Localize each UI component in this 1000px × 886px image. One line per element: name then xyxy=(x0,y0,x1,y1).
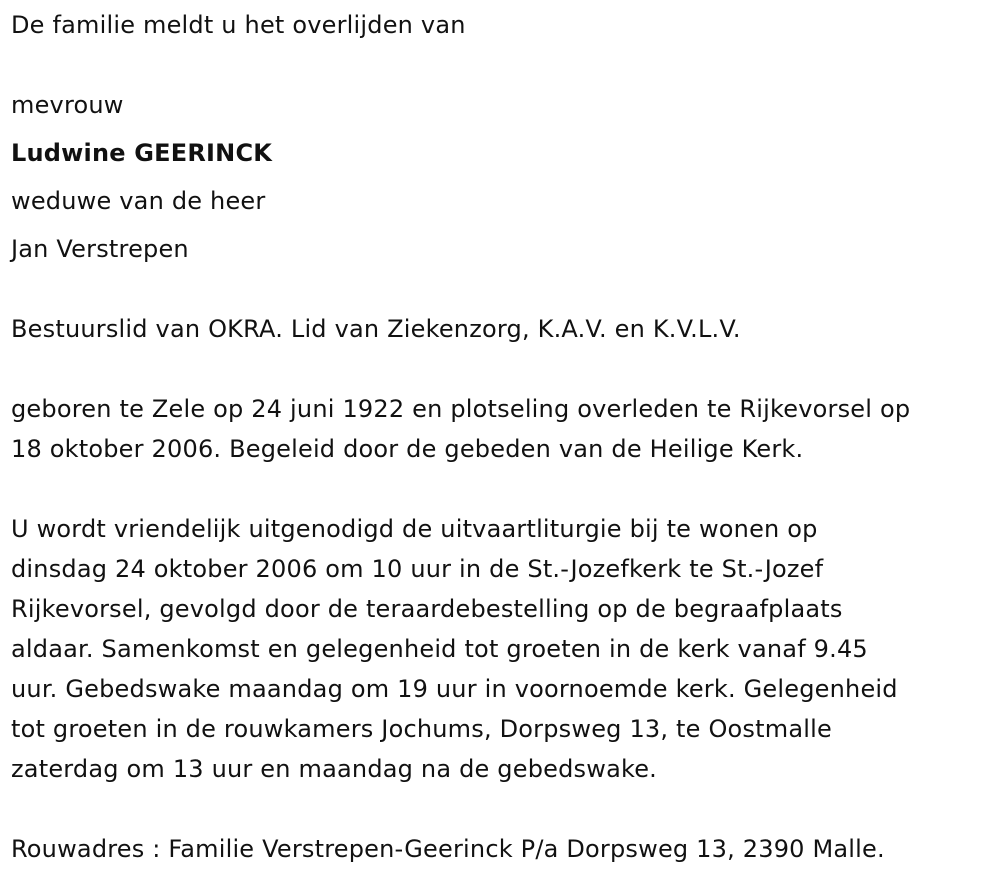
paragraph-line: dinsdag 24 oktober 2006 om 10 uur in de St.-Jozefkerk te St.-Jozef xyxy=(11,555,824,583)
title-prefix: mevrouw xyxy=(11,91,124,119)
paragraph-line: aldaar. Samenkomst en gelegenheid tot groeten in de kerk vanaf 9.45 xyxy=(11,635,868,663)
ceremony-paragraph xyxy=(11,509,898,789)
paragraph-line: tot groeten in de rouwkamers Jochums, Dorpsweg 13, te Oostmalle xyxy=(11,715,832,743)
widow-of-text: weduwe van de heer xyxy=(11,187,266,215)
paragraph-line: Rijkevorsel, gevolgd door de teraardebestelling op de begraafplaats xyxy=(11,595,843,623)
paragraph-line: zaterdag om 13 uur en maandag na de gebedswake. xyxy=(11,755,658,783)
deceased-name: Ludwine GEERINCK xyxy=(11,139,273,167)
paragraph-line: 18 oktober 2006. Begeleid door de gebeden van de Heilige Kerk. xyxy=(11,435,804,463)
intro-text: De familie meldt u het overlijden van xyxy=(11,11,466,39)
memberships-text: Bestuurslid van OKRA. Lid van Ziekenzorg, K.A.V. en K.V.L.V. xyxy=(11,315,741,343)
birth-death-paragraph xyxy=(11,389,910,469)
paragraph-line: U wordt vriendelijk uitgenodigd de uitvaartliturgie bij te wonen op xyxy=(11,515,818,543)
paragraph-line: uur. Gebedswake maandag om 19 uur in voornoemde kerk. Gelegenheid xyxy=(11,675,898,703)
mourning-address: Rouwadres : Familie Verstrepen-Geerinck P/a Dorpsweg 13, 2390 Malle. xyxy=(11,835,885,863)
spouse-name: Jan Verstrepen xyxy=(11,235,189,263)
paragraph-line: geboren te Zele op 24 juni 1922 en plotseling overleden te Rijkevorsel op xyxy=(11,395,911,423)
